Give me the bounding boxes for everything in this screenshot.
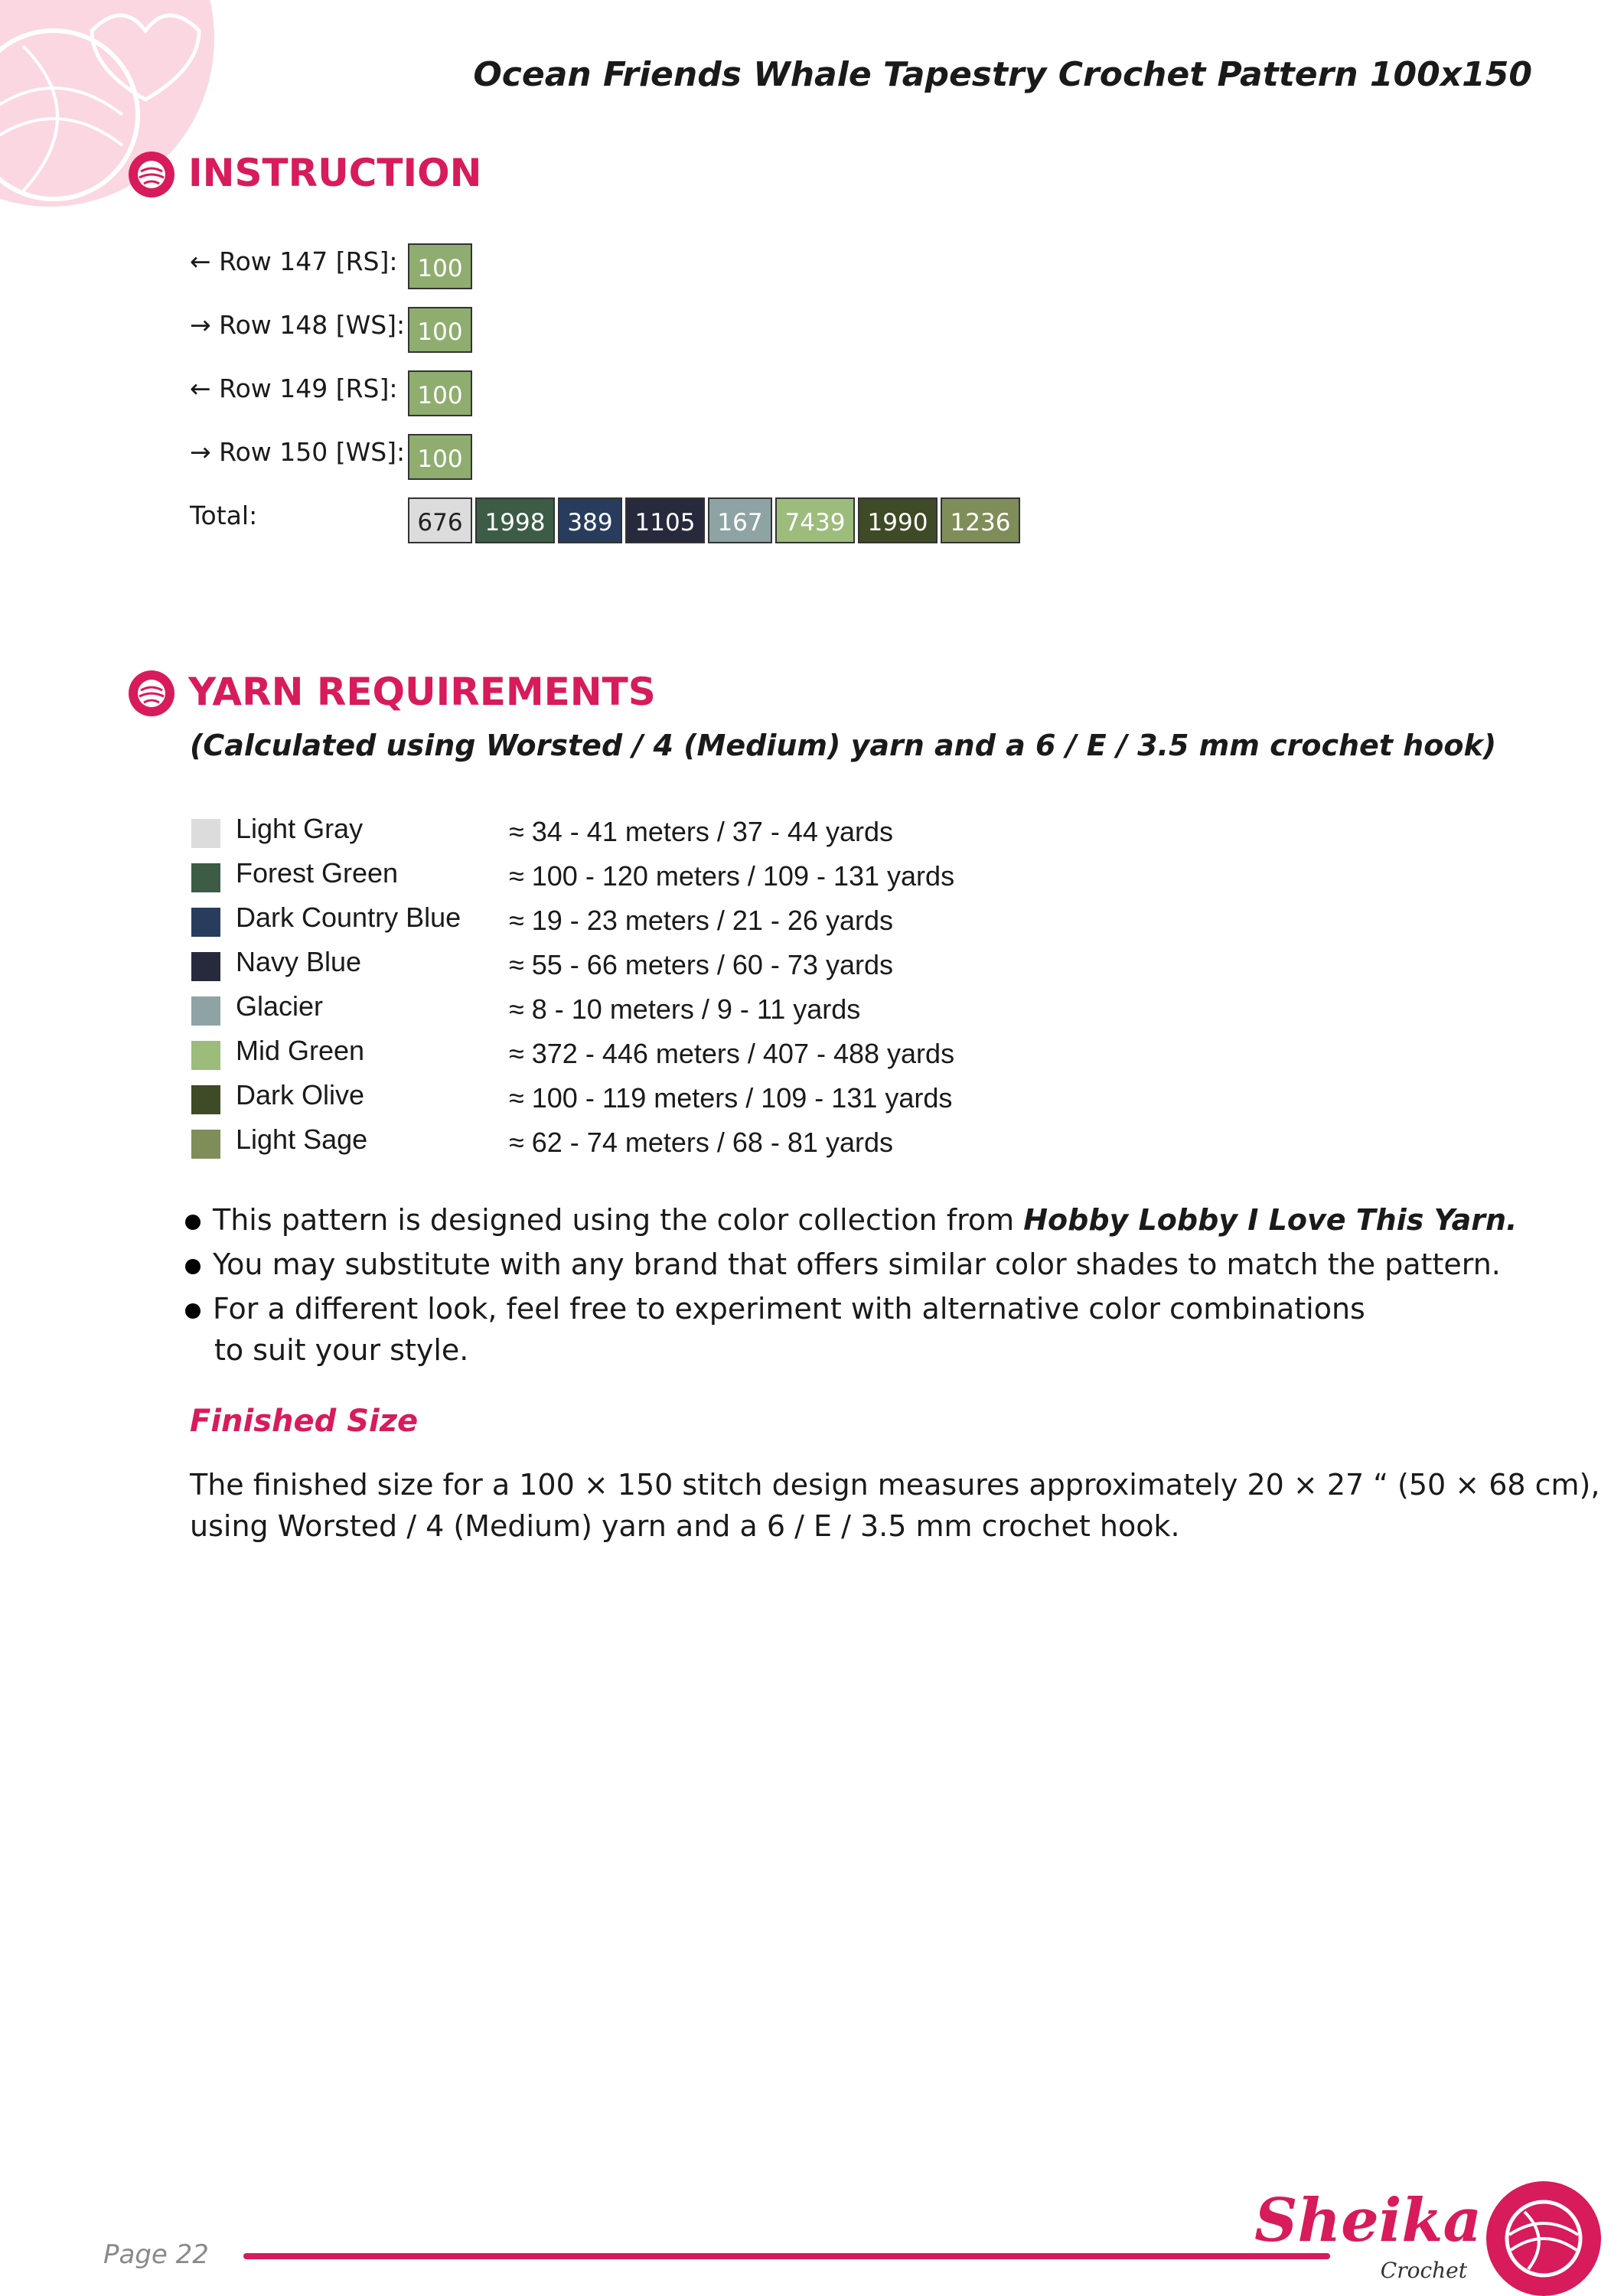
yarn-subtitle: (Calculated using Worsted / 4 (Medium) yarn and a 6 / E / 3.5 mm crochet hook)	[190, 729, 1497, 762]
bullet-dot	[185, 1215, 201, 1230]
yarn-ball-icon	[129, 670, 174, 716]
note-text: You may substitute with any brand that offers similar color shades to match the pattern.	[213, 1247, 1501, 1281]
yarn-amount: ≈ 19 - 23 meters / 21 - 26 yards	[509, 905, 893, 936]
yarn-color-name: Navy Blue	[236, 946, 362, 977]
color-swatch	[191, 1085, 220, 1114]
color-swatch	[191, 908, 220, 937]
color-swatch	[191, 863, 220, 892]
row-label: → Row 150 [WS]:	[190, 437, 406, 467]
finished-size-text: The finished size for a 100 × 150 stitch design measures approximately 20 × 27 “ (50 × 68 cm),	[190, 1468, 1600, 1502]
yarn-amount: ≈ 34 - 41 meters / 37 - 44 yards	[509, 816, 893, 847]
yarn-logo-icon	[1486, 2181, 1601, 2296]
bullet-dot	[185, 1303, 201, 1319]
yarn-color-name: Dark Country Blue	[236, 902, 461, 933]
color-count-cell: 1990	[858, 497, 938, 543]
row-label: ← Row 149 [RS]:	[190, 373, 398, 403]
yarn-ball-icon	[129, 152, 174, 197]
color-count-cell: 1105	[625, 497, 705, 543]
yarn-amount: ≈ 62 - 74 meters / 68 - 81 yards	[509, 1127, 893, 1158]
yarn-color-name: Dark Olive	[236, 1079, 365, 1110]
yarn-amount: ≈ 100 - 119 meters / 109 - 131 yards	[509, 1082, 953, 1114]
color-swatch	[191, 819, 220, 848]
yarn-amount: ≈ 55 - 66 meters / 60 - 73 yards	[509, 949, 893, 980]
brand-logo-sub: Crochet	[1380, 2258, 1467, 2283]
color-count-cell: 100	[408, 434, 472, 480]
color-count-cell: 7439	[775, 497, 855, 543]
finished-size-text: using Worsted / 4 (Medium) yarn and a 6 / E / 3.5 mm crochet hook.	[190, 1509, 1180, 1543]
color-count-cell: 167	[708, 497, 772, 543]
note-text: For a different look, feel free to experiment with alternative color combinations	[213, 1292, 1365, 1326]
color-count-cell: 100	[408, 243, 472, 289]
color-count-cell: 100	[408, 370, 472, 416]
yarn-amount: ≈ 8 - 10 meters / 9 - 11 yards	[509, 993, 861, 1025]
yarn-color-name: Light Sage	[236, 1124, 368, 1155]
page-number: Page 22	[103, 2239, 209, 2270]
note-bullet	[185, 1292, 1365, 1326]
footer-line	[243, 2253, 1330, 2259]
total-label: Total:	[190, 501, 258, 530]
color-swatch	[191, 1130, 220, 1159]
note-bullet	[185, 1203, 1517, 1237]
yarn-brand: Hobby Lobby I Love This Yarn.	[1023, 1203, 1518, 1237]
row-label: → Row 148 [WS]:	[190, 310, 406, 340]
yarn-amount: ≈ 372 - 446 meters / 407 - 488 yards	[509, 1038, 955, 1069]
color-swatch	[191, 996, 220, 1026]
yarn-requirements-heading: YARN REQUIREMENTS	[188, 670, 656, 714]
color-count-cell: 389	[558, 497, 622, 543]
finished-size-heading: Finished Size	[190, 1404, 419, 1439]
corner-yarn-decoration	[0, 0, 214, 207]
yarn-color-name: Glacier	[236, 990, 324, 1022]
color-count-cell: 1998	[475, 497, 555, 543]
note-text: This pattern is designed using the color collection from	[213, 1203, 1024, 1237]
color-count-cell: 100	[408, 307, 472, 353]
yarn-color-name: Mid Green	[236, 1035, 365, 1066]
color-swatch	[191, 1041, 220, 1070]
color-count-cell: 676	[408, 497, 472, 543]
document-title: Ocean Friends Whale Tapestry Crochet Pattern 100x150	[473, 55, 1532, 94]
yarn-color-name: Light Gray	[236, 813, 364, 844]
bullet-dot	[185, 1259, 201, 1274]
row-label: ← Row 147 [RS]:	[190, 246, 398, 276]
yarn-color-name: Forest Green	[236, 857, 399, 889]
color-swatch	[191, 952, 220, 981]
brand-logo: Sheika	[1254, 2186, 1482, 2255]
instruction-heading: INSTRUCTION	[188, 151, 482, 195]
color-count-cell: 1236	[941, 497, 1020, 543]
note-bullet	[185, 1247, 1501, 1281]
yarn-amount: ≈ 100 - 120 meters / 109 - 131 yards	[509, 860, 955, 892]
note-text-continued: to suit your style.	[214, 1333, 469, 1367]
